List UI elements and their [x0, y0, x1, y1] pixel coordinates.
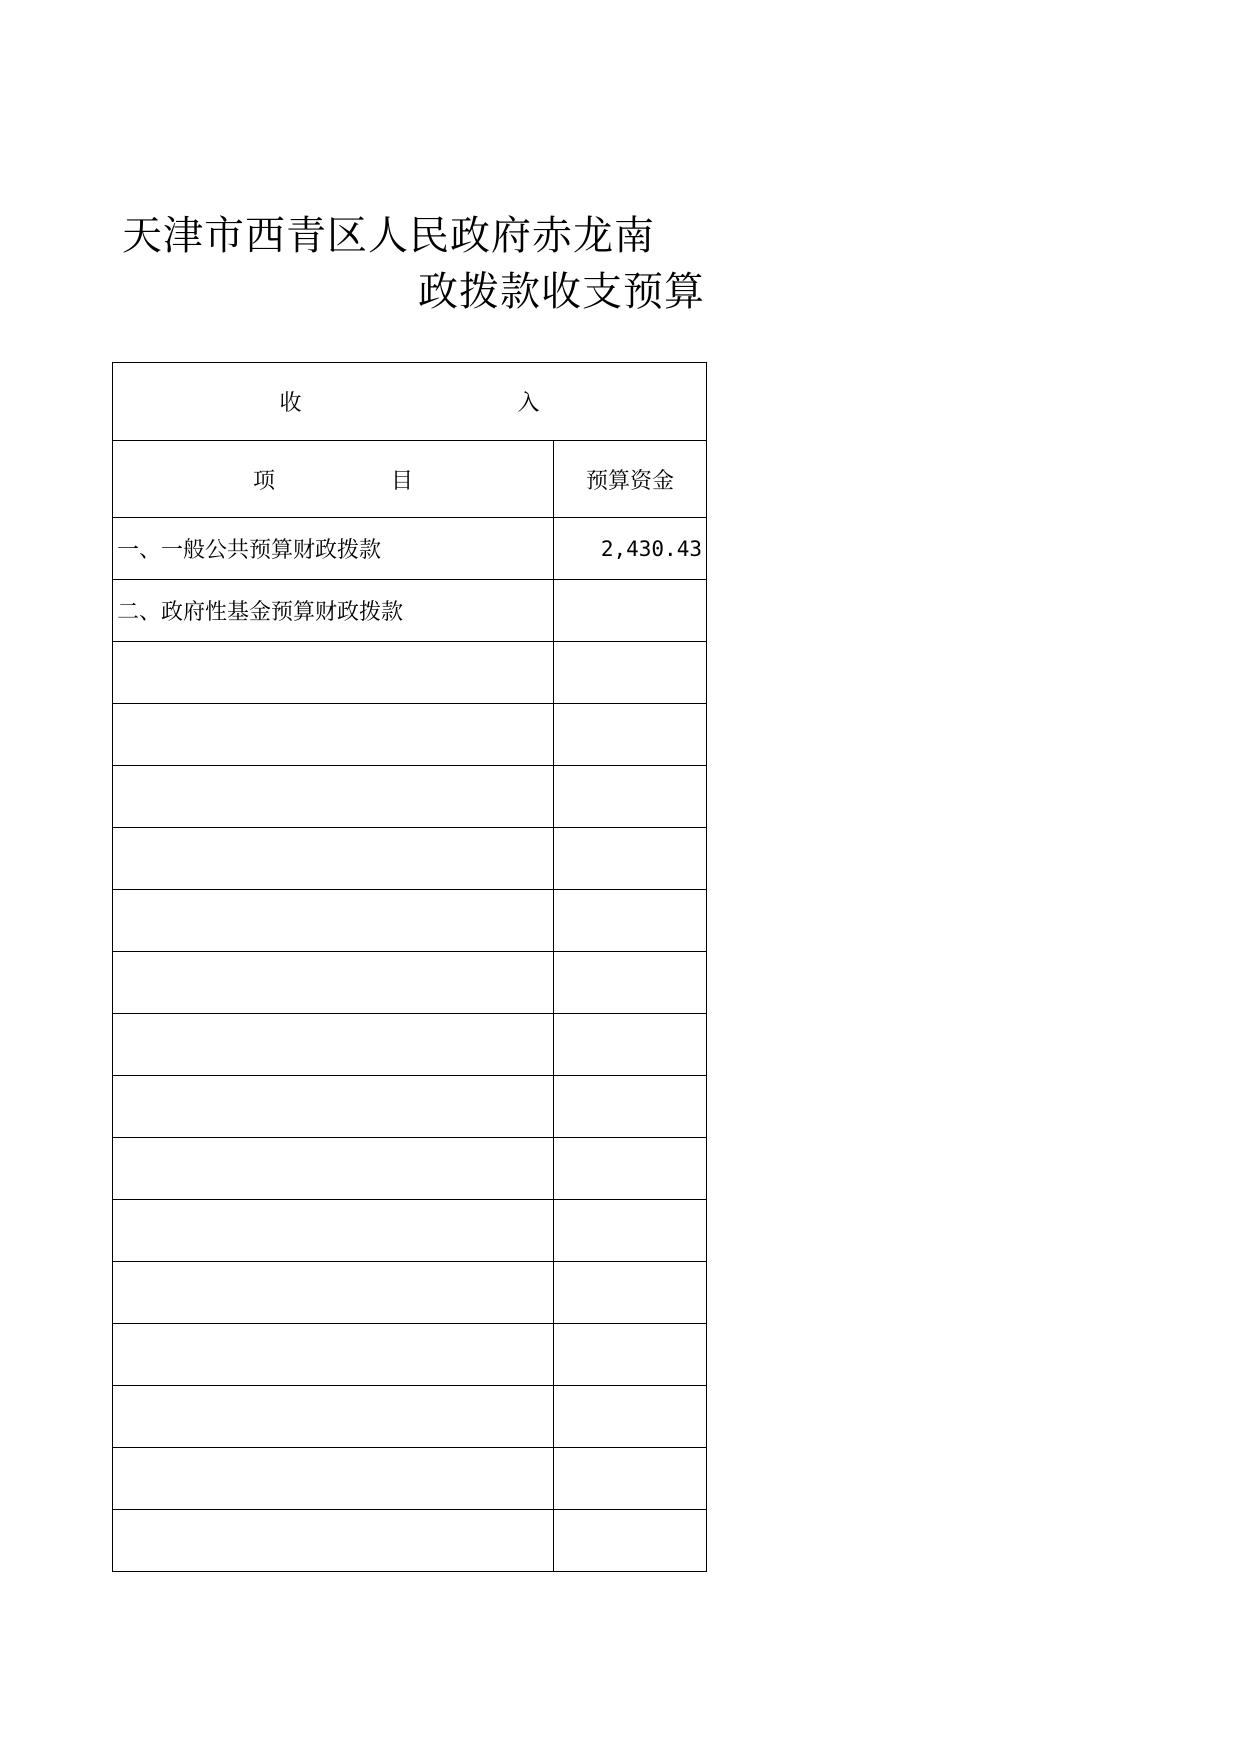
item-cell — [113, 1138, 554, 1200]
item-cell — [113, 952, 554, 1014]
table-header-row-columns — [113, 441, 707, 518]
table-row — [113, 580, 707, 642]
item-cell: 一、一般公共预算财政拨款 — [113, 518, 554, 580]
budget-cell — [554, 766, 707, 828]
item-cell — [113, 1014, 554, 1076]
budget-table — [112, 362, 707, 1572]
item-cell — [113, 704, 554, 766]
item-cell — [113, 1076, 554, 1138]
budget-cell — [554, 1324, 707, 1386]
table-row — [113, 828, 707, 890]
table-row — [113, 1448, 707, 1510]
budget-cell — [554, 1200, 707, 1262]
budget-cell — [554, 952, 707, 1014]
table-row — [113, 766, 707, 828]
table-header-row-income — [113, 363, 707, 441]
budget-cell — [554, 890, 707, 952]
item-cell: 二、政府性基金预算财政拨款 — [113, 580, 554, 642]
income-header-cell — [113, 363, 707, 441]
budget-cell — [554, 1510, 707, 1572]
budget-cell — [554, 642, 707, 704]
document-title-line-1: 天津市西青区人民政府赤龙南 — [122, 213, 655, 259]
table-row — [113, 704, 707, 766]
table-row — [113, 1510, 707, 1572]
item-cell — [113, 1200, 554, 1262]
item-cell — [113, 1262, 554, 1324]
budget-cell — [554, 1014, 707, 1076]
item-cell — [113, 766, 554, 828]
table-row — [113, 518, 707, 580]
table-row — [113, 1014, 707, 1076]
budget-cell — [554, 704, 707, 766]
item-cell — [113, 890, 554, 952]
table-row — [113, 890, 707, 952]
budget-cell — [554, 1262, 707, 1324]
item-column-header — [113, 441, 554, 518]
item-cell — [113, 1324, 554, 1386]
budget-column-header: 预算资金 — [554, 441, 707, 518]
item-cell — [113, 828, 554, 890]
document-title-line-2: 政拨款收支预算 — [418, 269, 705, 315]
table-row — [113, 1076, 707, 1138]
budget-cell — [554, 1076, 707, 1138]
budget-cell — [554, 1448, 707, 1510]
income-header-label: 收入 — [279, 391, 540, 416]
item-cell — [113, 1510, 554, 1572]
table-row — [113, 1324, 707, 1386]
budget-cell — [554, 1138, 707, 1200]
budget-cell — [554, 828, 707, 890]
page-cut-off-area — [707, 190, 1241, 330]
table-row — [113, 1262, 707, 1324]
table-row — [113, 1386, 707, 1448]
table-row — [113, 952, 707, 1014]
item-cell — [113, 1386, 554, 1448]
table-row — [113, 1200, 707, 1262]
item-column-label: 项目 — [253, 468, 413, 494]
budget-cell — [554, 1386, 707, 1448]
table-row — [113, 642, 707, 704]
table-row — [113, 1138, 707, 1200]
budget-cell: 2,430.43 — [554, 518, 707, 580]
budget-cell — [554, 580, 707, 642]
item-cell — [113, 642, 554, 704]
item-cell — [113, 1448, 554, 1510]
